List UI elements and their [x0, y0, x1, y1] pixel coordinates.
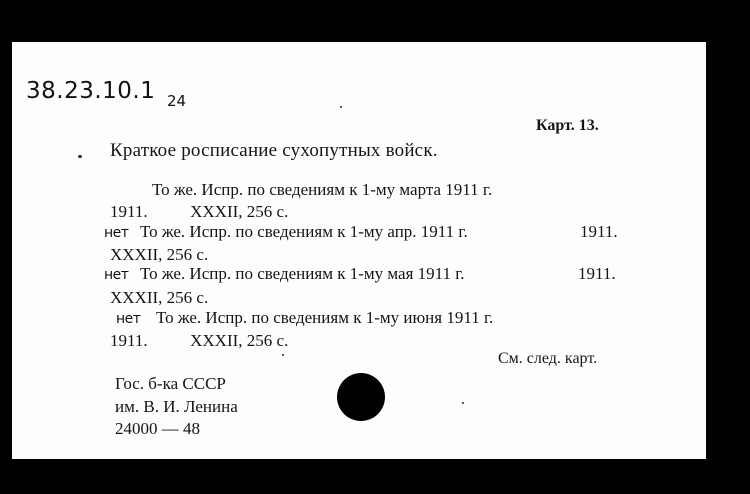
- call-number: 38.23.10.1: [26, 78, 156, 104]
- entry-4-mark: нет: [116, 311, 141, 327]
- entry-3-mark: нет: [104, 267, 129, 283]
- entry-1-line1: То же. Испр. по сведениям к 1-му марта 1911 г.: [152, 180, 493, 199]
- punch-hole: [337, 373, 385, 421]
- entry-4-line2: 1911. XXXII, 256 с.: [110, 331, 289, 350]
- entry-2-year: 1911.: [580, 222, 618, 241]
- library-line3: 24000 — 48: [115, 419, 200, 438]
- entry-2-line2: XXXII, 256 с.: [110, 245, 209, 264]
- entry-3-year: 1911.: [578, 264, 616, 283]
- speck: [282, 354, 284, 356]
- entry-2-line1: То же. Испр. по сведениям к 1-му апр. 1911 г.: [140, 222, 468, 241]
- entry-3-line1: То же. Испр. по сведениям к 1-му мая 1911 г.: [140, 264, 465, 283]
- library-line1: Гос. б-ка СССР: [115, 374, 226, 393]
- call-number-subscript: 24: [167, 92, 187, 110]
- entry-4-line1: То же. Испр. по сведениям к 1-му июня 1911 г.: [156, 308, 494, 327]
- speck: [340, 106, 342, 108]
- catalog-card: [12, 42, 706, 459]
- entry-2-mark: нет: [104, 225, 129, 241]
- library-line2: им. В. И. Ленина: [115, 397, 238, 416]
- entry-1-line2: 1911. XXXII, 256 с.: [110, 202, 289, 221]
- speck: [462, 402, 464, 404]
- see-next-card: См. след. карт.: [498, 350, 598, 367]
- card-title: Краткое росписание сухопутных войск.: [110, 140, 438, 161]
- card-label: Карт. 13.: [536, 117, 599, 134]
- entry-3-line2: XXXII, 256 с.: [110, 288, 209, 307]
- ink-dot: [78, 155, 82, 158]
